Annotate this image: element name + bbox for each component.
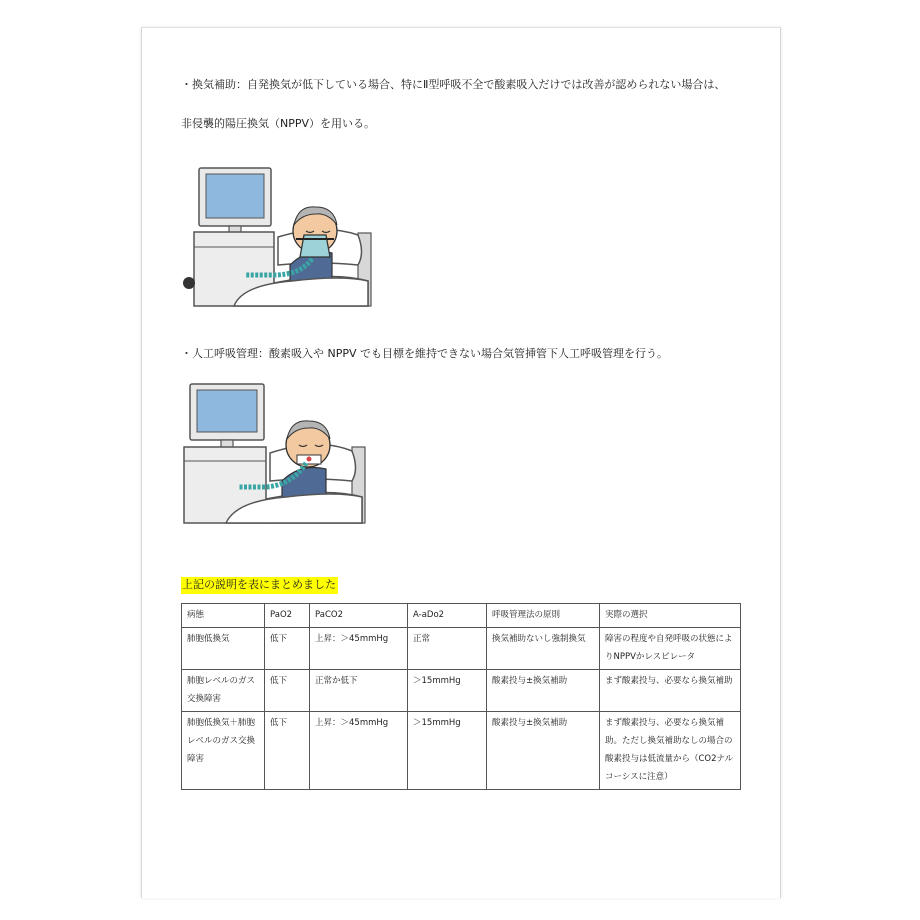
summary-table (181, 603, 741, 790)
table-cell: 肺胞低換気＋肺胞レベルのガス交換障害 (182, 712, 265, 790)
table-cell: 酸素投与±換気補助 (487, 670, 600, 712)
table-row (182, 670, 741, 712)
table-cell: 酸素投与±換気補助 (487, 712, 600, 790)
table-header-cell: PaCO2 (310, 604, 408, 628)
table-cell: 上昇：＞45mmHg (310, 628, 408, 670)
table-cell: 低下 (265, 712, 310, 790)
table-cell: ＞15mmHg (408, 670, 487, 712)
table-cell: 正常 (408, 628, 487, 670)
table-cell: 換気補助ないし強制換気 (487, 628, 600, 670)
table-cell: 肺胞低換気 (182, 628, 265, 670)
table-cell: 低下 (265, 670, 310, 712)
table-header-cell: 呼吸管理法の原則 (487, 604, 600, 628)
table-cell: 肺胞レベルのガス交換障害 (182, 670, 265, 712)
table-cell: 正常か低下 (310, 670, 408, 712)
table-row (182, 712, 741, 790)
patient-with-nppv-mask-icon (182, 165, 374, 311)
table-cell: 障害の程度や自発呼吸の状態によりNPPVかレスピレータ (600, 628, 741, 670)
table-row (182, 628, 741, 670)
table-header-cell: 実際の選択 (600, 604, 741, 628)
paragraph-nppv: 非侵襲的陽圧換気（NPPV）を用いる。 (181, 117, 376, 130)
table-cell: ＞15mmHg (408, 712, 487, 790)
table-cell: まず酸素投与、必要なら換気補助 (600, 670, 741, 712)
table-header-cell: PaO2 (265, 604, 310, 628)
paragraph-ventilation-support: ・換気補助：自発換気が低下している場合、特にⅡ型呼吸不全で酸素吸入だけでは改善が認められない場合は、 (181, 78, 726, 91)
table-header-row (182, 604, 741, 628)
table-cell: 上昇：＞45mmHg (310, 712, 408, 790)
table-header-cell: A-aDo2 (408, 604, 487, 628)
table-heading: 上記の説明を表にまとめました (181, 577, 338, 594)
patient-with-intubation-ventilator-icon (180, 381, 370, 525)
table-header-cell: 病態 (182, 604, 265, 628)
table-cell: まず酸素投与、必要なら換気補助。ただし換気補助なしの場合の酸素投与は低流量から（CO2ナルコーシスに注意） (600, 712, 741, 790)
table-cell: 低下 (265, 628, 310, 670)
paragraph-mechanical-ventilation: ・人工呼吸管理：酸素吸入や NPPV でも目標を維持できない場合気管挿管下人工呼吸管理を行う。 (181, 347, 669, 360)
